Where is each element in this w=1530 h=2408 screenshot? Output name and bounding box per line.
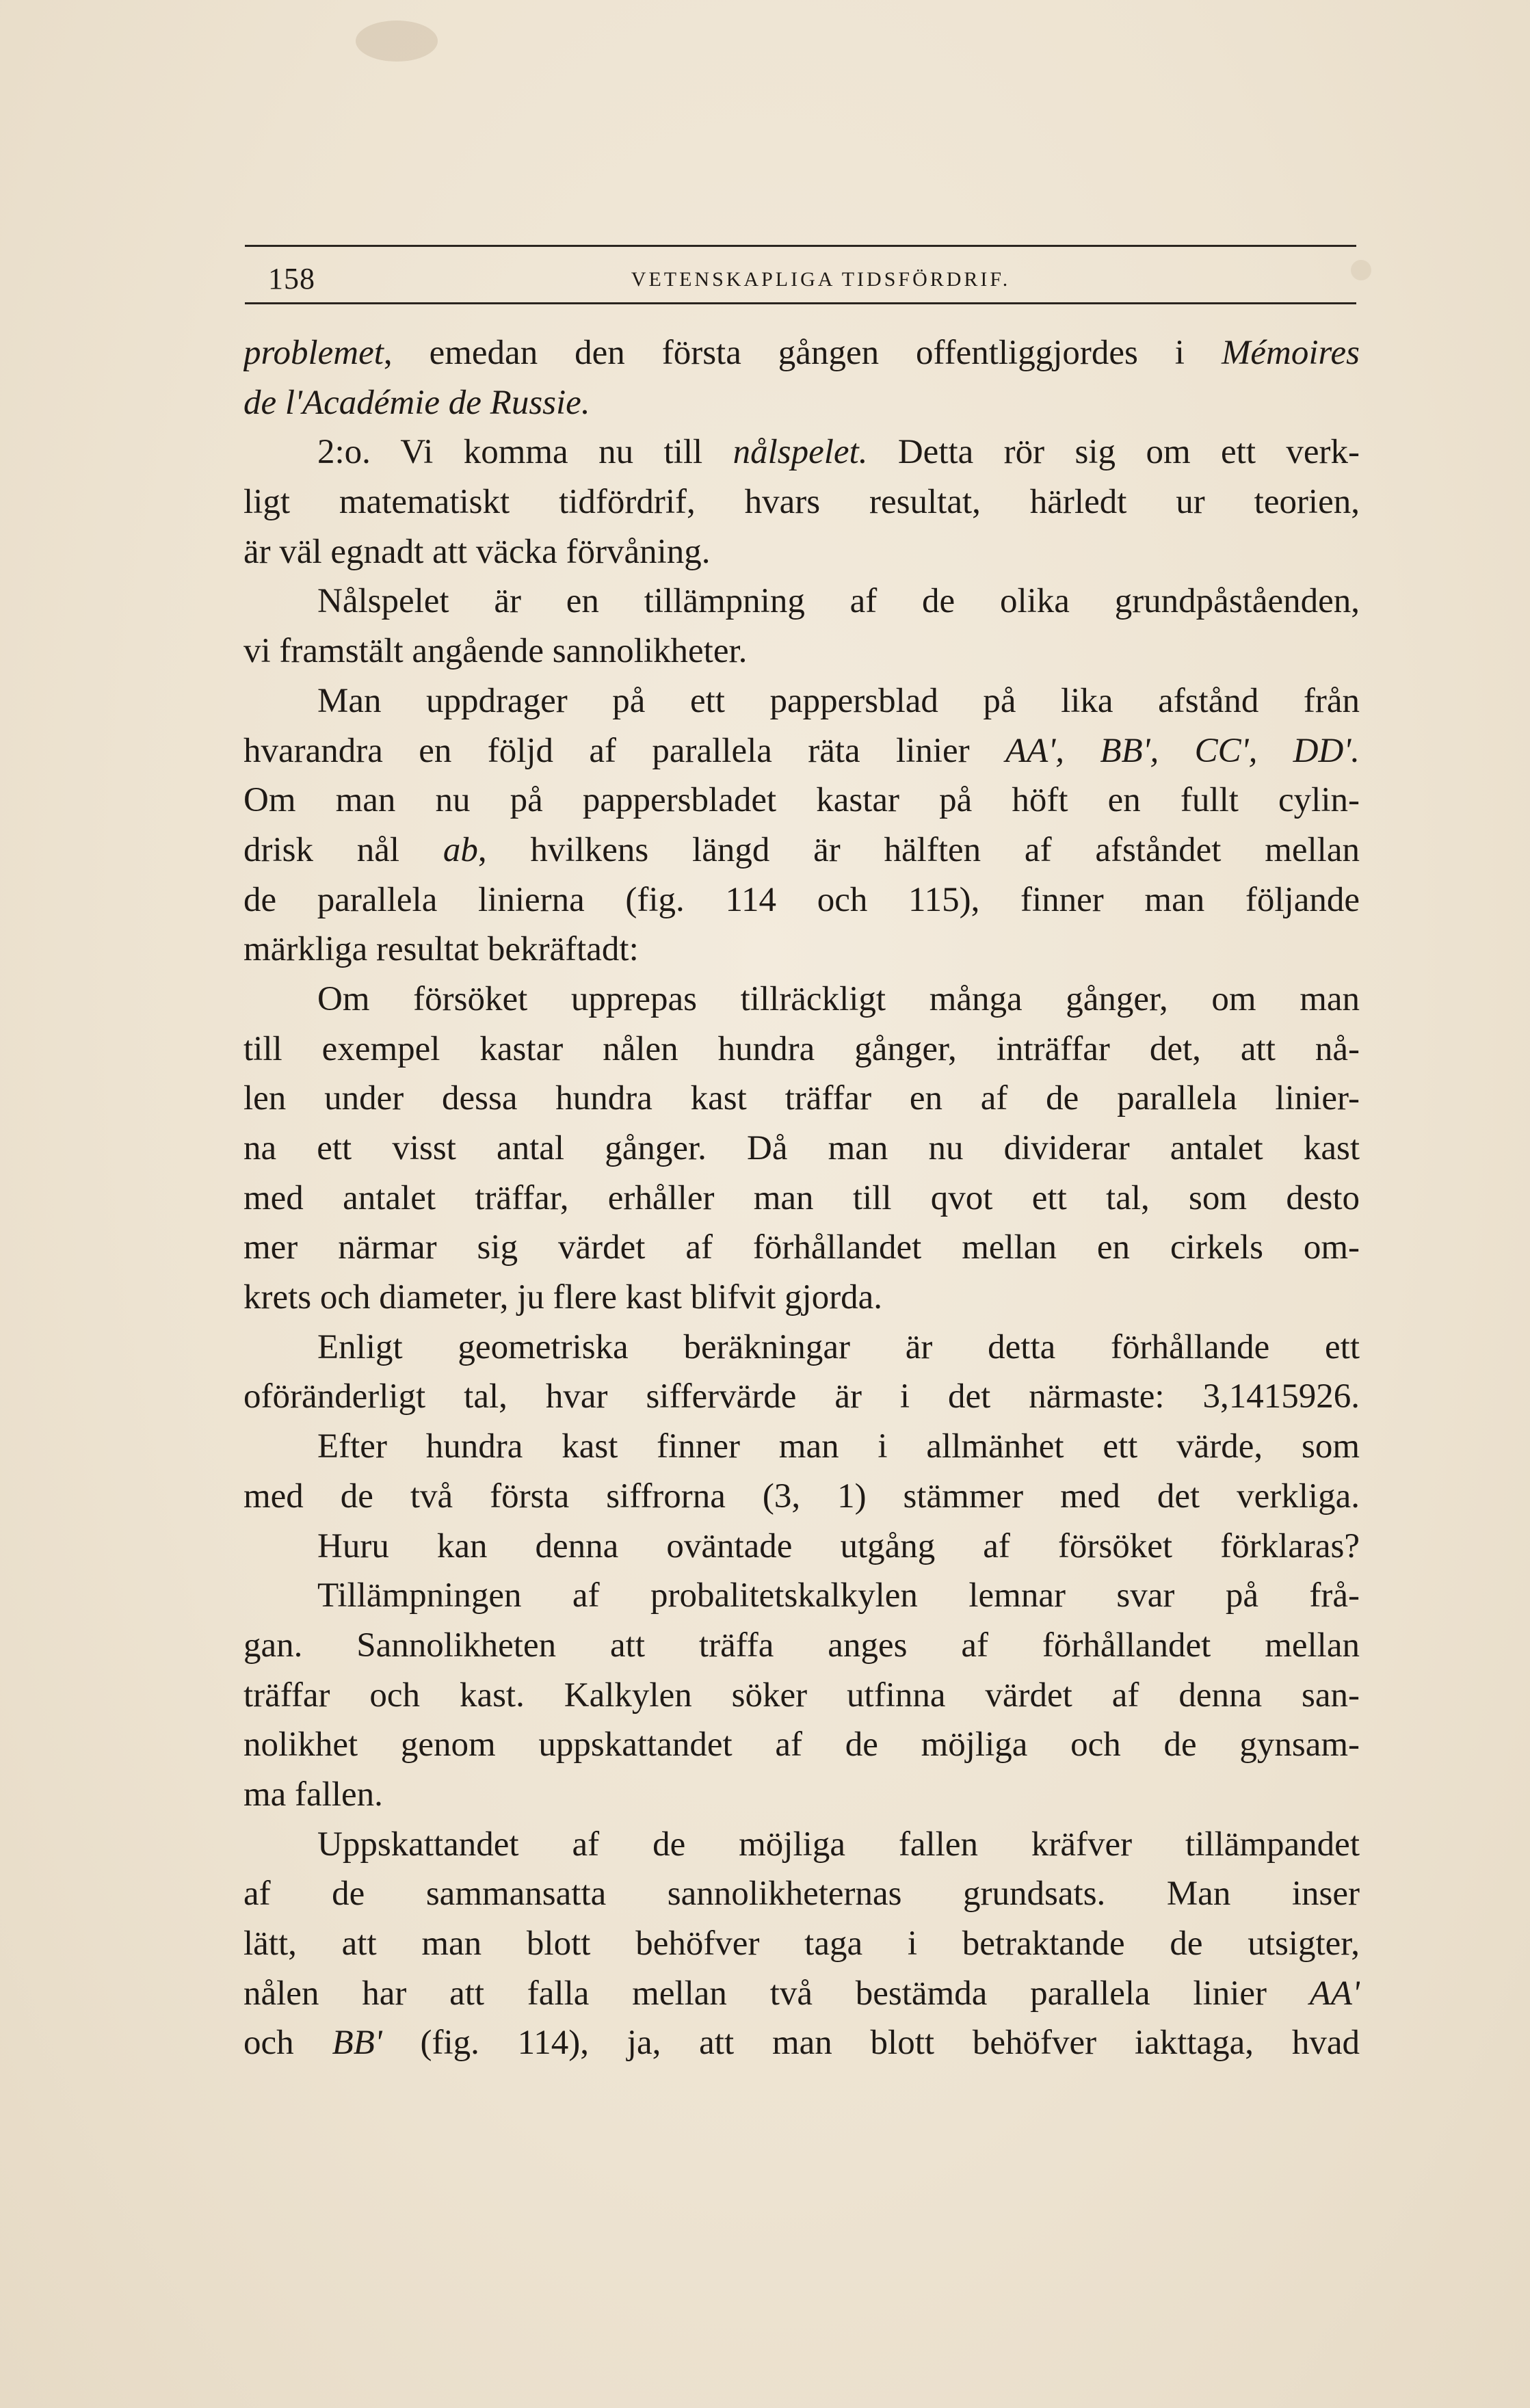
text-line: med de två första siffrorna (3, 1) stämmer med det verkliga. — [243, 1477, 1360, 1516]
text-line: drisk nål ab, hvilkens längd är hälften af afståndet mellan — [243, 830, 1360, 869]
text-line: len under dessa hundra kast träffar en af de parallela linier- — [243, 1079, 1360, 1118]
text-line: märkliga resultat bekräftadt: — [243, 930, 639, 969]
text-line: Tillämpningen af probalitetskalkylen lemnar svar på frå- — [317, 1576, 1360, 1615]
text-line: ligt matematiskt tidfördrif, hvars resultat, härledt ur teorien, — [243, 483, 1360, 522]
running-title: VETENSKAPLIGA TIDSFÖRDRIF. — [631, 268, 1011, 291]
text-line: krets och diameter, ju flere kast blifvit gjorda. — [243, 1278, 883, 1317]
text-line: 2:o. Vi komma nu till nålspelet. Detta rör sig om ett verk- — [317, 433, 1360, 472]
text-line: mer närmar sig värdet af förhållandet mellan en cirkels om- — [243, 1228, 1360, 1267]
text-line: Man uppdrager på ett pappersblad på lika afstånd från — [317, 681, 1360, 720]
text-line: Om försöket upprepas tillräckligt många gånger, om man — [317, 979, 1360, 1018]
paper-stain — [356, 21, 438, 62]
paper-stain — [1351, 260, 1371, 280]
page-number: 158 — [268, 262, 315, 295]
text-line: hvarandra en följd af parallela räta linier AA', BB', CC', DD'. — [243, 731, 1360, 770]
text-line: är väl egnadt att väcka förvåning. — [243, 532, 711, 571]
text-line: oföränderligt tal, hvar siffervärde är i det närmaste: 3,1415926. — [243, 1377, 1360, 1416]
text-line: na ett visst antal gånger. Då man nu dividerar antalet kast — [243, 1129, 1360, 1167]
text-line: nålen har att falla mellan två bestämda parallela linier AA' — [243, 1974, 1360, 2013]
text-line: Huru kan denna oväntade utgång af försöket förklaras? — [317, 1526, 1360, 1565]
text-line: Uppskattandet af de möjliga fallen kräfver tillämpandet — [317, 1825, 1360, 1864]
body-text — [243, 328, 1360, 2068]
header-rule-top — [245, 245, 1356, 247]
text-line: de parallela linierna (fig. 114 och 115), finner man följande — [243, 880, 1360, 919]
text-line: och BB' (fig. 114), ja, att man blott behöfver iakttaga, hvad — [243, 2024, 1360, 2063]
text-line: Efter hundra kast finner man i allmänhet ett värde, som — [317, 1427, 1360, 1466]
text-line: Nålspelet är en tillämpning af de olika grundpåståenden, — [317, 582, 1360, 621]
text-line: vi framstält angående sannolikheter. — [243, 632, 748, 671]
text-line: träffar och kast. Kalkylen söker utfinna värdet af denna san- — [243, 1676, 1360, 1715]
text-line: Om man nu på pappersbladet kastar på höft en fullt cylin- — [243, 781, 1360, 820]
text-line: de l'Académie de Russie. — [243, 383, 590, 422]
text-line: problemet, emedan den första gången offentliggjordes i Mémoires — [243, 334, 1360, 372]
text-line: med antalet träffar, erhåller man till qvot ett tal, som desto — [243, 1178, 1360, 1217]
header-rule-bottom — [245, 302, 1356, 304]
text-line: Enligt geometriska beräkningar är detta förhållande ett — [317, 1327, 1360, 1366]
text-line: nolikhet genom uppskattandet af de möjliga och de gynsam- — [243, 1725, 1360, 1764]
text-line: till exempel kastar nålen hundra gånger, inträffar det, att nå- — [243, 1029, 1360, 1068]
text-line: af de sammansatta sannolikheternas grundsats. Man inser — [243, 1875, 1360, 1914]
text-line: gan. Sannolikheten att träffa anges af förhållandet mellan — [243, 1626, 1360, 1665]
text-line: lätt, att man blott behöfver taga i betraktande de utsigter, — [243, 1924, 1360, 1963]
text-line: ma fallen. — [243, 1775, 383, 1814]
